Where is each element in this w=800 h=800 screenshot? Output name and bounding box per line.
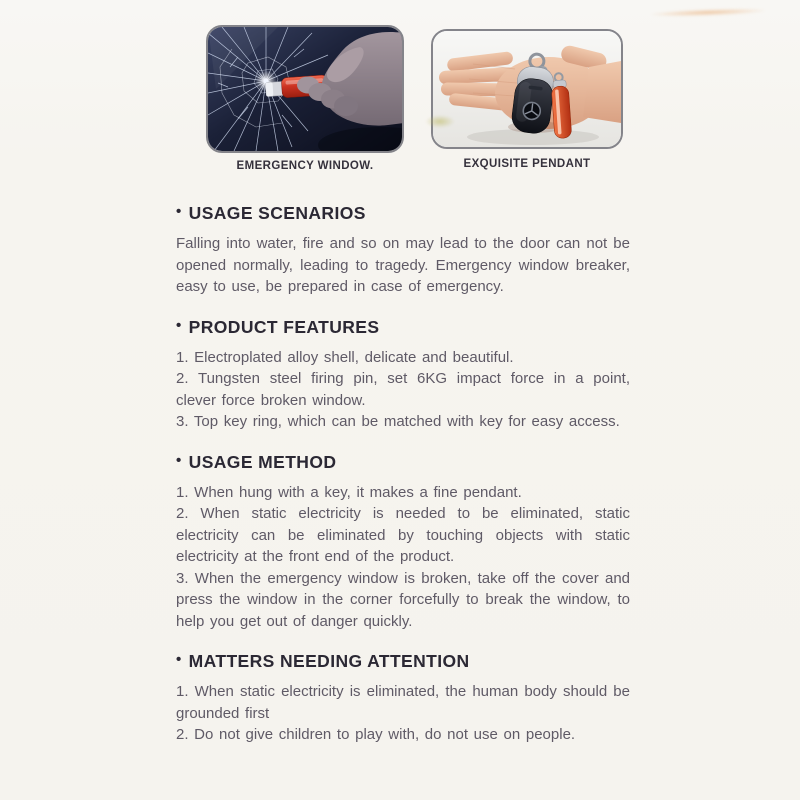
bullet-icon: • [176,451,182,469]
section-matters-needing-attention [176,650,630,746]
photo-frame [206,25,404,153]
section-paragraph: 1. When static electricity is eliminated, the human body should be grounded first [176,683,630,722]
section-paragraph: 1. Electroplated alloy shell, delicate and beautiful. [176,348,514,366]
photo-caption-emergency-window: EMERGENCY WINDOW. [236,160,374,172]
section-paragraph: 3. Top key ring, which can be matched with key for easy access. [176,413,620,430]
section-paragraph: 3. When the emergency window is broken, take off the cover and press the window in the corner forcefully to break the window, to help you get out of danger quickly. [176,569,630,630]
section-heading-text: USAGE METHOD [188,451,337,472]
photo-emergency-window [206,25,404,172]
section-paragraph: Falling into water, fire and so on may lead to the door can not be opened normally, leading to tragedy. Emergency window breaker, easy to use, be prepared in case of emergency. [176,235,630,295]
section-paragraph: 2. Tungsten steel firing pin, set 6KG impact force in a point, clever force broken window. [176,370,630,409]
section-usage-scenarios [176,202,630,298]
section-usage-method [176,451,630,633]
key-pendant-graphic [433,31,621,147]
section-paragraph: 1. When hung with a key, it makes a fine pendant. [176,483,522,501]
photo-exquisite-pendant [431,29,623,170]
section-heading [176,202,630,224]
photo-caption-exquisite-pendant: EXQUISITE PENDANT [463,158,591,170]
section-heading [176,451,630,473]
bullet-icon: • [176,203,182,220]
section-product-features [176,316,630,433]
photo-frame [431,29,623,149]
section-heading-text: USAGE SCENARIOS [188,203,366,223]
section-heading [176,650,630,672]
shattered-window-graphic [208,27,402,151]
section-heading-text: PRODUCT FEATURES [188,316,380,337]
section-heading [176,316,630,338]
section-paragraph: 2. Do not give children to play with, do not use on people. [176,726,576,743]
description-content [176,202,630,764]
section-paragraph: 2. When static electricity is needed to be eliminated, static electricity can be eliminated by touching objects with static electricity at the front end of the product. [176,505,630,565]
paper-stain [652,7,764,18]
section-heading-text: MATTERS NEEDING ATTENTION [188,651,470,671]
bullet-icon: • [176,651,182,668]
bullet-icon: • [176,316,182,334]
